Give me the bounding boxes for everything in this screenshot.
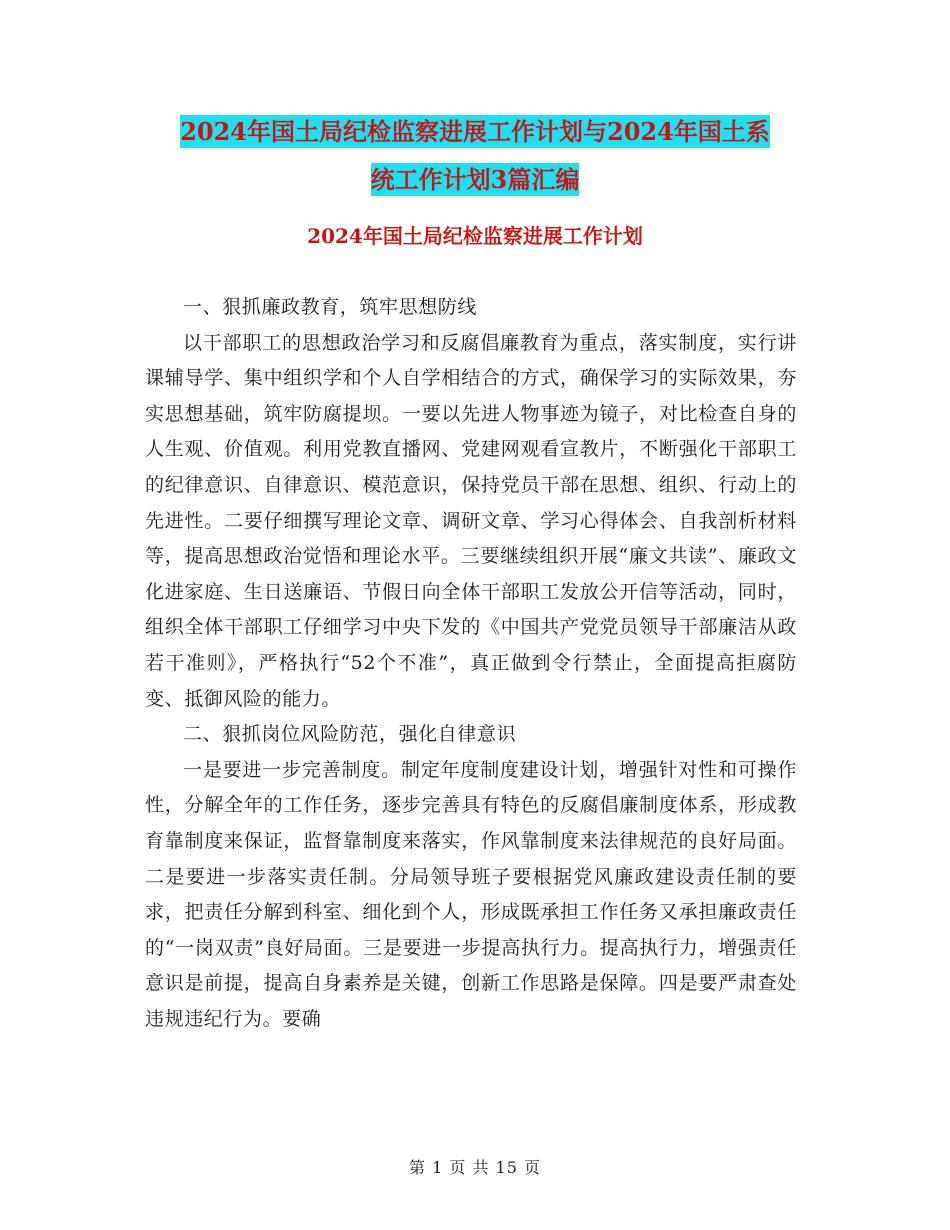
document-title-line1: 2024年国土局纪检监察进展工作计划与2024年国土系 xyxy=(180,117,770,146)
document-body xyxy=(145,290,797,1037)
document-title xyxy=(0,108,950,204)
body-paragraph-2: 一是要进一步完善制度。制定年度制度建设计划，增强针对性和可操作性，分解全年的工作任务，逐步完善具有特色的反腐倡廉制度体系，形成教育靠制度来保证，监督靠制度来落实，作风靠制度来法律规范的良好局面。二是要进一步落实责任制。分局领导班子要根据党风廉政建设责任制的要求，把责任分解到科室、细化到个人，形成既承担工作任务又承担廉政责任的“一岗双责”良好局面。三是要进一步提高执行力。提高执行力，增强责任意识是前提，提高自身素养是关键，创新工作思路是保障。四是要严肃查处违规违纪行为。要确 xyxy=(145,758,797,1030)
body-paragraph-1: 以干部职工的思想政治学习和反腐倡廉教育为重点，落实制度，实行讲课辅导学、集中组织学和个人自学相结合的方式，确保学习的实际效果，夯实思想基础，筑牢防腐提坝。一要以先进人物事迹为镜子，对比检查自身的人生观、价值观。利用党教直播网、党建网观看宣教片，不断强化干部职工的纪律意识、自律意识、模范意识，保持党员干部在思想、组织、行动上的先进性。二要仔细撰写理论文章、调研文章、学习心得体会、自我剖析材料等，提高思想政治觉悟和理论水平。三要继续组织开展“廉文共读”、廉政文化进家庭、生日送廉语、节假日向全体干部职工发放公开信等活动，同时，组织全体干部职工仔细学习中央下发的《中国共产党党员领导干部廉洁从政若干准则》，严格执行“52个不准”，真正做到令行禁止，全面提高拒腐防变、抵御风险的能力。 xyxy=(145,331,797,710)
section-subtitle: 2024年国土局纪检监察进展工作计划 xyxy=(307,224,643,248)
section-heading-2: 二、狠抓岗位风险防范，强化自律意识 xyxy=(183,723,517,746)
page-footer: 第 1 页 共 15 页 xyxy=(409,1158,541,1177)
section-heading-1: 一、狠抓廉政教育，筑牢思想防线 xyxy=(183,296,478,318)
document-title-line2: 统工作计划3篇汇编 xyxy=(370,165,580,194)
